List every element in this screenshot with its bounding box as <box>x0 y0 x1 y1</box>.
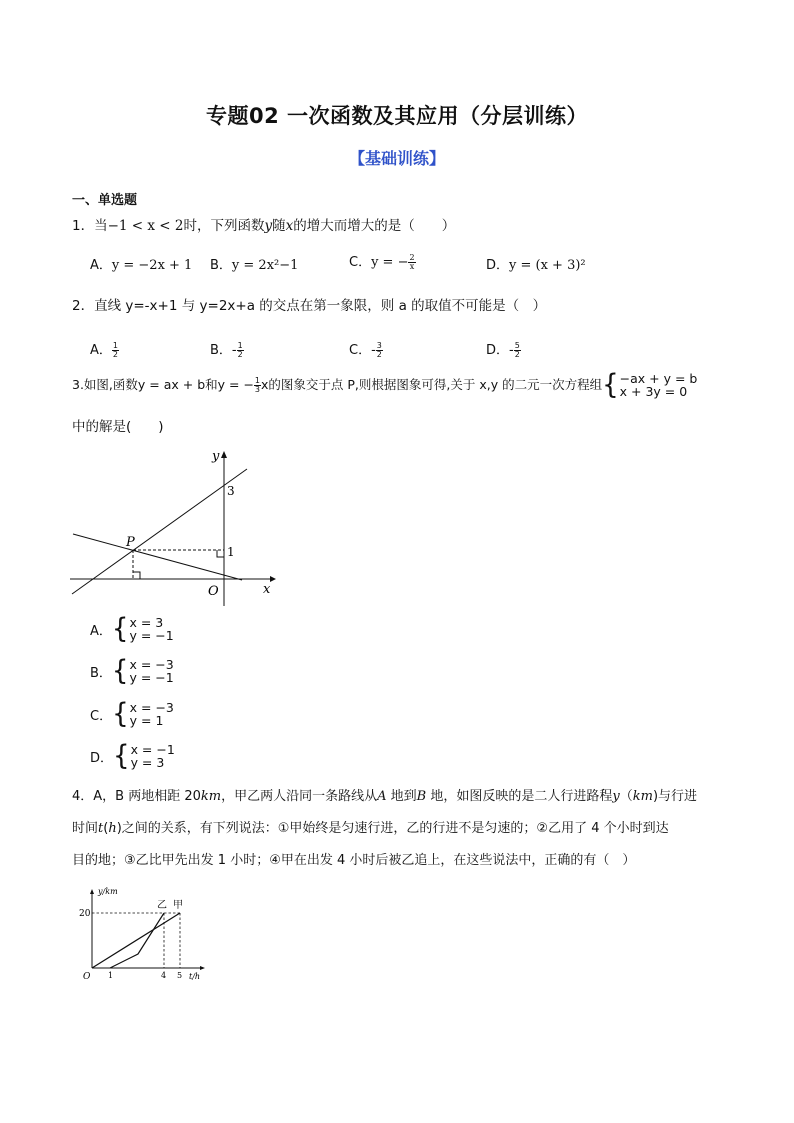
page-title: 专题02 一次函数及其应用（分层训练） <box>205 104 589 128</box>
q1-option-a[interactable]: A．y = −2x + 1 <box>90 258 193 273</box>
q3-option-c[interactable]: C． { x = −3 y = 1 <box>90 698 174 730</box>
question-4-line-1: 4．A，B 两地相距 20km，甲乙两人沿同一条路线从A 地到B 地，如图反映的是二人行进路程y（km)与行进 <box>72 789 698 804</box>
q3-option-a[interactable]: A． { x = 3 y = −1 <box>90 613 174 645</box>
q3-graph <box>70 446 280 608</box>
question-1-stem: 1．当−1 < x < 2时，下列函数y随x的增大而增大的是（ ） <box>72 218 456 234</box>
q3-y-arrow-icon <box>221 451 227 458</box>
q2-option-b[interactable]: B．- $\frac{1}{2}$ <box>210 341 243 359</box>
q4-line-jia <box>92 913 180 968</box>
q3-tick-1: 1 <box>227 545 235 559</box>
q3-option-b[interactable]: B． { x = −3 y = −1 <box>90 655 174 687</box>
q4-tick-4: 4 <box>161 971 167 980</box>
q4-y-arrow-icon <box>90 889 94 894</box>
question-4-line-2: 时间t(h)之间的关系，有下列说法：①甲始终是匀速行进，乙的行进不是匀速的；②乙用了 4 个小时到达 <box>72 821 669 836</box>
q3-tick-3: 3 <box>227 484 235 498</box>
q3-origin-label: O <box>208 584 219 599</box>
q3-x-label: x <box>263 582 271 597</box>
q3-right-angle-y <box>217 550 224 557</box>
q2-option-a[interactable]: A． $\frac{1}{2}$ <box>90 341 118 359</box>
q4-tick-5: 5 <box>177 971 183 980</box>
q4-label-yi: 乙 <box>157 900 167 911</box>
q4-tick-20: 20 <box>79 909 91 919</box>
q4-y-label: y/km <box>98 887 118 896</box>
q1-option-d[interactable]: D．y = (x + 3)² <box>486 258 586 273</box>
q4-x-arrow-icon <box>200 966 205 970</box>
section-subtitle: 【基础训练】 <box>348 149 445 168</box>
q4-label-jia: 甲 <box>173 900 183 911</box>
q3-line-ax-b <box>72 469 247 594</box>
section-heading: 一、单选题 <box>72 193 138 208</box>
question-2-stem: 2．直线 y=-x+1 与 y=2x+a 的交点在第一象限，则 a 的取值不可能是（ ） <box>72 298 547 314</box>
q3-right-angle-x <box>133 572 140 579</box>
q1-option-b[interactable]: B．y = 2x²−1 <box>210 258 299 273</box>
q1-option-c[interactable]: C．y = − $\frac{2}{x}$ <box>349 253 415 271</box>
question-4-line-3: 目的地；③乙比甲先出发 1 小时；④甲在出发 4 小时后被乙追上，在这些说法中，正确的有（ ） <box>72 853 636 868</box>
q3-y-label: y <box>212 449 220 464</box>
q4-graph <box>76 884 208 986</box>
q4-tick-1: 1 <box>108 971 114 980</box>
question-3-stem-cont: 中的解是( ) <box>72 419 164 435</box>
q4-x-label: t/h <box>189 972 201 981</box>
q2-option-c[interactable]: C．- $\frac{3}{2}$ <box>349 341 382 359</box>
q3-option-d[interactable]: D． { x = −1 y = 3 <box>90 740 175 772</box>
q2-option-d[interactable]: D．- $\frac{5}{2}$ <box>486 341 520 359</box>
q3-x-arrow-icon <box>270 576 276 582</box>
question-3-stem: 3.如图,函数y = ax + b和y = − $\frac{1}{3}$ x的图象交于点 P,则根据图象可得,关于 x,y 的二元一次方程组 { −ax + y = b x + 3y = 0 <box>72 369 698 401</box>
q3-point-p-label: P <box>126 535 135 550</box>
q4-origin-label: O <box>83 972 91 982</box>
